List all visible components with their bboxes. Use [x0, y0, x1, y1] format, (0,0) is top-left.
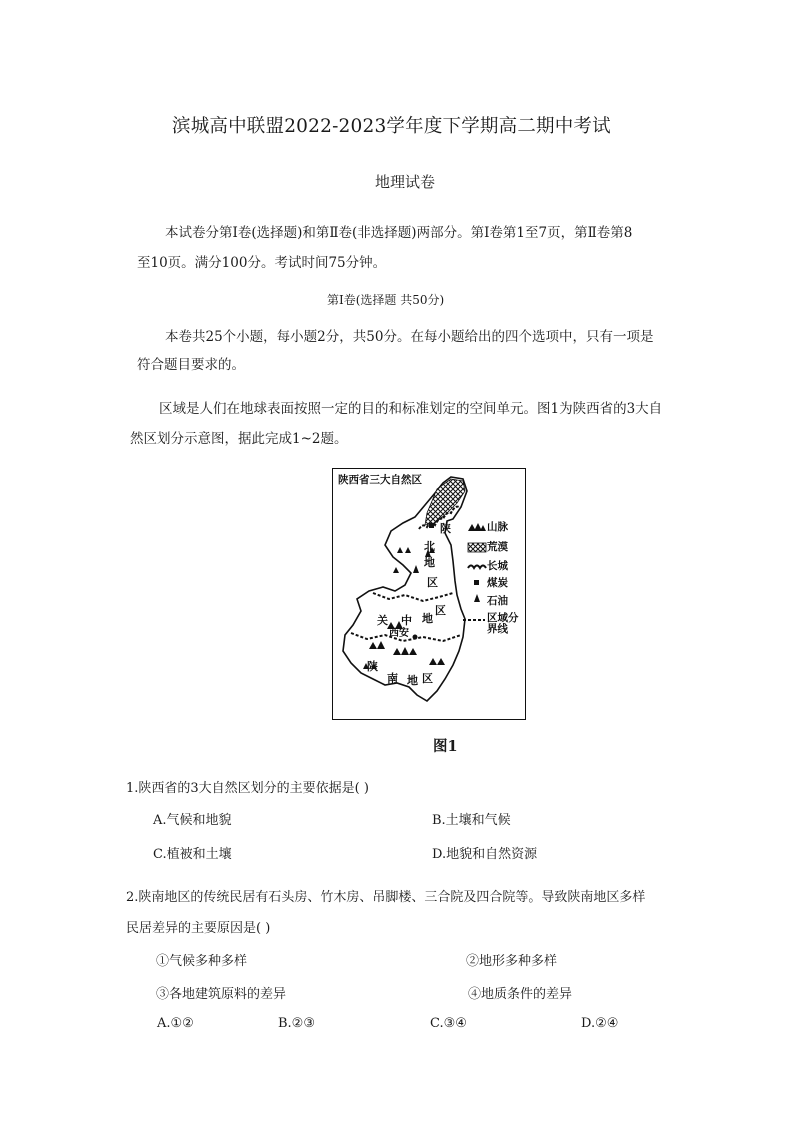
- question-2-option-d: D.②④: [581, 1016, 619, 1031]
- label-north-2: 北: [424, 540, 435, 553]
- legend-desert-icon: [468, 543, 486, 552]
- shaanxi-map-figure: [332, 468, 526, 720]
- label-south-4: 区: [422, 672, 433, 685]
- label-xian: 西安: [389, 628, 409, 639]
- legend-coal-label: 煤炭: [487, 577, 508, 590]
- question-1-option-d: D.地貌和自然资源: [432, 847, 538, 862]
- legend-mountain: [487, 521, 508, 535]
- question-2-statement-2: ②地形多种多样: [466, 954, 558, 969]
- label-central-2: 中: [401, 614, 412, 627]
- legend-great-wall-icon: [468, 566, 486, 569]
- question-2-statement-3: ③各地建筑原料的差异: [156, 987, 287, 1002]
- legend-oil-icon: [474, 594, 480, 602]
- legend-desert-label: 荒漠: [487, 541, 508, 554]
- section-title: 第Ⅰ卷(选择题 共50分): [327, 293, 445, 307]
- question-2-option-c: C.③④: [430, 1016, 467, 1031]
- label-north-4: 区: [427, 576, 438, 589]
- legend-mountain-label: 山脉: [487, 521, 508, 534]
- question-2-option-a: A.①②: [157, 1016, 194, 1031]
- question-2-option-b: B.②③: [278, 1016, 315, 1031]
- question-1-option-a: A.气候和地貌: [153, 813, 232, 828]
- label-central-3: 地: [422, 612, 433, 625]
- legend-desert: [487, 541, 508, 555]
- question-2-statement-4: ④地质条件的差异: [468, 987, 573, 1002]
- exam-title: 滨城高中联盟2022-2023学年度下学期高二期中考试: [172, 116, 611, 137]
- figure-caption: 图1: [433, 738, 458, 755]
- subject-title: 地理试卷: [375, 173, 436, 191]
- question-2-statement-1: ①气候多种多样: [156, 954, 248, 969]
- legend-great-wall-label: 长城: [487, 560, 508, 573]
- legend-coal-icon: [474, 580, 479, 585]
- intro-line-2: 至10页。满分100分。考试时间75分钟。: [137, 255, 387, 271]
- intro-line-1: 本试卷分第Ⅰ卷(选择题)和第Ⅱ卷(非选择题)两部分。第Ⅰ卷第1至7页，第Ⅱ卷第8: [165, 225, 633, 241]
- label-south-3: 地: [407, 674, 418, 687]
- xian-point: [413, 635, 418, 640]
- map-title: 陕西省三大自然区: [338, 474, 422, 486]
- legend-coal: [487, 577, 508, 591]
- label-south-2: 南: [387, 672, 398, 685]
- question-1-option-c: C.植被和土壤: [153, 847, 232, 862]
- passage-line-1: 区域是人们在地球表面按照一定的目的和标准划定的空间单元。图1为陕西省的3大自: [159, 401, 663, 417]
- passage-line-2: 然区划分示意图，据此完成1~2题。: [130, 431, 348, 447]
- legend-boundary-label-2: 界线: [487, 623, 508, 636]
- question-1-stem: 1.陕西省的3大自然区划分的主要依据是( ): [126, 781, 369, 796]
- legend-boundary-label-1: 区域分: [487, 612, 519, 624]
- question-2-stem-line-1: 2.陕南地区的传统民居有石头房、竹木房、吊脚楼、三合院及四合院等。导致陕南地区多样: [126, 890, 646, 905]
- legend-oil-label: 石油: [487, 595, 508, 608]
- label-north-1: 陕: [440, 522, 451, 535]
- label-central-1: 关: [377, 614, 388, 627]
- section-desc-line-2: 符合题目要求的。: [137, 357, 245, 373]
- label-north-3: 地: [424, 556, 435, 569]
- section-desc-line-1: 本卷共25个小题，每小题2分，共50分。在每小题给出的四个选项中，只有一项是: [165, 329, 654, 345]
- legend-boundary: [487, 613, 519, 635]
- label-south-1: 陕: [367, 660, 378, 673]
- coal-symbol: [429, 523, 434, 528]
- question-2-stem-line-2: 民居差异的主要原因是( ): [126, 921, 271, 936]
- label-central-4: 区: [435, 604, 446, 617]
- legend-mountain-icon: [468, 523, 486, 531]
- question-1-option-b: B.土壤和气候: [432, 813, 511, 828]
- legend-oil: [487, 595, 508, 609]
- legend-great-wall: [487, 560, 508, 574]
